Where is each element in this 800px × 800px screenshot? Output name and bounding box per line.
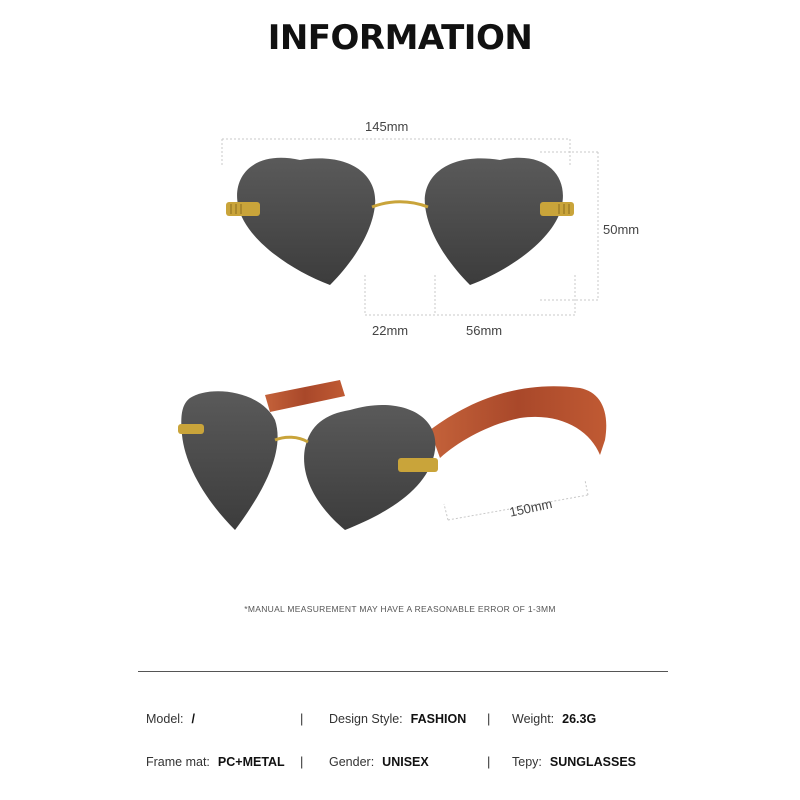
spec-design-style: [329, 712, 466, 726]
spec-frame-mat-value: PC+METAL: [217, 755, 285, 769]
spec-model-label: Model:: [146, 712, 184, 726]
measurement-disclaimer: *MANUAL MEASUREMENT MAY HAVE A REASONABLE ERROR OF 1-3MM: [244, 604, 556, 614]
spec-separator: |: [487, 754, 491, 769]
spec-separator: |: [300, 711, 304, 726]
spec-frame-mat: [146, 755, 285, 769]
temple-length-label: 150mm: [508, 495, 554, 520]
spec-design-style-label: Design Style:: [329, 712, 403, 726]
spec-model-value: /: [191, 712, 196, 726]
divider-line: [138, 671, 668, 672]
spec-gender: [329, 755, 429, 769]
spec-frame-mat-label: Frame mat:: [146, 755, 210, 769]
spec-tepy: [512, 755, 636, 769]
spec-tepy-value: SUNGLASSES: [549, 755, 637, 769]
spec-tepy-label: Tepy:: [512, 755, 542, 769]
lens-height-label: 50mm: [603, 222, 640, 237]
page-title: INFORMATION: [267, 18, 533, 58]
spec-separator: |: [300, 754, 304, 769]
sunglasses-front-view: [226, 158, 574, 285]
spec-gender-label: Gender:: [329, 755, 375, 769]
total-width-label: 145mm: [365, 119, 409, 134]
spec-gender-value: UNISEX: [382, 755, 429, 769]
spec-separator: |: [487, 711, 491, 726]
spec-weight-label: Weight:: [512, 712, 555, 726]
lens-width-label: 56mm: [466, 323, 503, 338]
spec-weight-value: 26.3G: [562, 712, 597, 726]
spec-design-style-value: FASHION: [410, 712, 467, 726]
spec-model: [146, 712, 195, 726]
bridge-width-label: 22mm: [372, 323, 409, 338]
spec-weight: [512, 712, 596, 726]
